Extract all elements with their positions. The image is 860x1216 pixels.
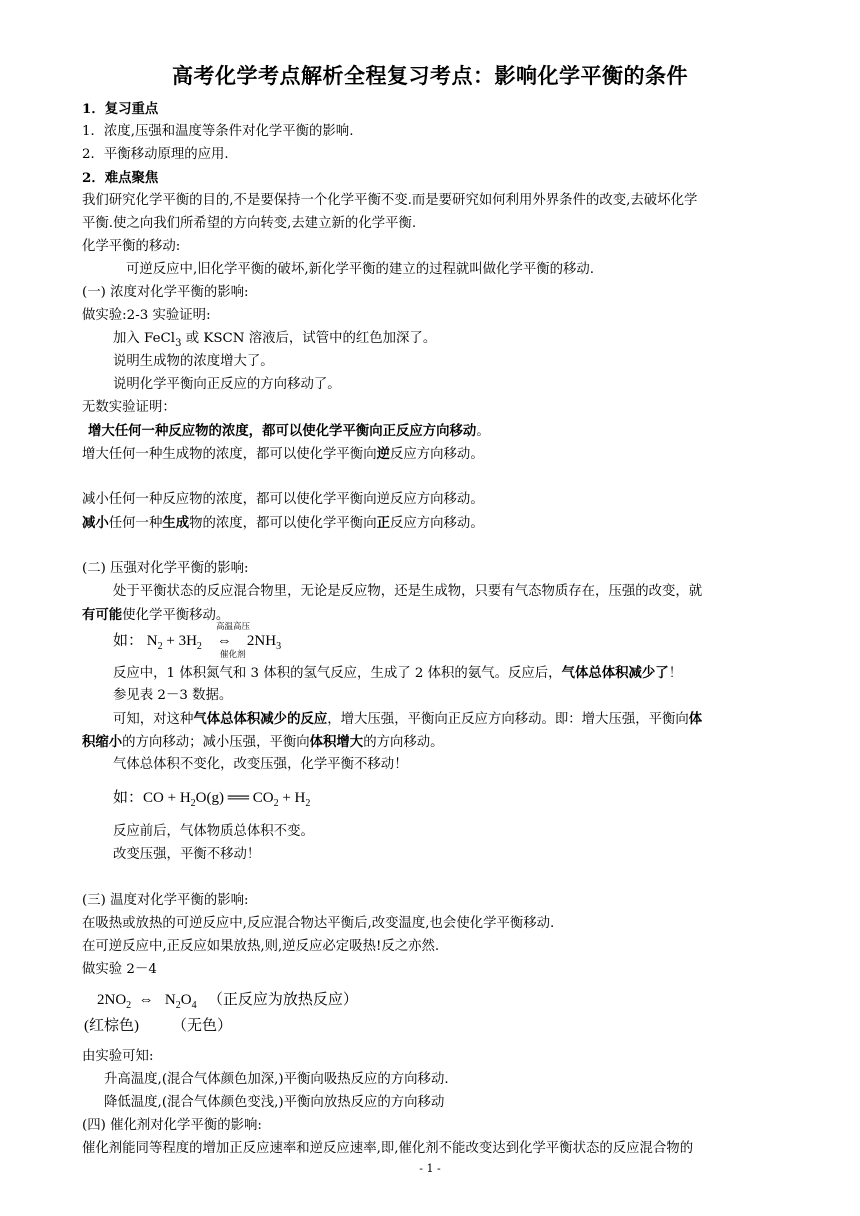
pressure-no-shift-note: 改变压强，平衡不移动！ (113, 847, 261, 862)
ammonia-volume-explanation: 反应中，1 体积氮气和 3 体积的氢气反应，生成了 2 体积的氨气。反应后，气体总体积减少了！ (113, 665, 683, 681)
section-1-heading: 1．复习重点 (82, 101, 159, 117)
temperature-heading: (三) 温度对化学平衡的影响: (82, 893, 249, 908)
temperature-rise-rule: 升高温度,(混合气体颜色加深,)平衡向吸热反应的方向移动. (104, 1072, 449, 1087)
volume-unchanged-note: 反应前后，气体物质总体积不变。 (113, 824, 314, 839)
equilibrium-shift-definition: 可逆反应中,旧化学平衡的破坏,新化学平衡的建立的过程就叫做化学平衡的移动. (126, 262, 595, 277)
pressure-rule-line-1: 可知，对这种气体总体积减少的反应，增大压强，平衡向正反应方向移动。即：增大压强，平衡向体 (113, 711, 703, 727)
pressure-heading: (二) 压强对化学平衡的影响: (82, 561, 249, 576)
page-number: - 1 - (419, 1162, 441, 1175)
conclusion-product-increase: 说明生成物的浓度增大了。 (113, 354, 274, 369)
temperature-drop-rule: 降低温度,(混合气体颜色变浅,)平衡向放热反应的方向移动 (104, 1095, 445, 1110)
catalyst-line-1: 催化剂能同等程度的增加正反应速率和逆反应速率,即,催化剂不能改变达到化学平衡状态的反应混合物的 (82, 1141, 694, 1156)
temperature-line-2: 在可逆反应中,正反应如果放热,则,逆反应必定吸热!反之亦然. (82, 939, 440, 954)
temperature-line-1: 在吸热或放热的可逆反应中,反应混合物达平衡后,改变温度,也会使化学平衡移动. (82, 916, 555, 931)
pressure-paragraph-line-2: 有可能使化学平衡移动。 (82, 607, 230, 623)
experiment-observation: 加入 FeCl$_3$ 或 KSCN 溶液后，试管中的红色加深了。 (113, 331, 437, 349)
table-reference: 参见表 2－3 数据。 (113, 688, 233, 703)
experiment-2-3: 做实验:2-3 实验证明: (82, 308, 211, 323)
experiment-2-4: 做实验 2－4 (82, 962, 157, 977)
experiments-prove-label: 无数实验证明： (82, 400, 176, 415)
catalyst-heading: (四) 催化剂对化学平衡的影响: (82, 1118, 262, 1133)
pressure-rule-line-2: 积缩小的方向移动；减小压强，平衡向体积增大的方向移动。 (82, 734, 444, 750)
conclusion-forward-shift: 说明化学平衡向正反应的方向移动了。 (113, 377, 341, 392)
rule-decrease-product: 减小任何一种生成物的浓度，都可以使化学平衡向正反应方向移动。 (82, 515, 484, 531)
water-gas-equation: 如：CO + $H_2O(g)$ ══ $CO_2 + H_2$ (113, 790, 311, 809)
rule-increase-product: 增大任何一种生成物的浓度，都可以使化学平衡向逆反应方向移动。 (82, 446, 484, 462)
n2o4-color-label: （无色） (172, 1018, 233, 1034)
constant-volume-note: 气体总体积不变化，改变压强，化学平衡不移动！ (113, 757, 408, 772)
no2-color-label: (红棕色) (84, 1018, 139, 1034)
equilibrium-shift-label: 化学平衡的移动: (82, 239, 181, 254)
section-2-heading: 2．难点聚焦 (82, 170, 159, 186)
key-point-2: 2．平衡移动原理的应用. (82, 147, 229, 162)
reaction-condition-below: 催化剂 (220, 650, 246, 660)
concentration-heading: (一) 浓度对化学平衡的影响: (82, 285, 249, 300)
ammonia-synthesis-equation: 如： $N_2 + 3H_2$ ⇔ $2NH_3$ (113, 633, 282, 652)
no2-dimerization-equation: $2NO_2$ ⇔ $N_2O_4$ （正反应为放热反应） (97, 992, 358, 1011)
intro-line-2: 平衡.使之向我们所希望的方向转变,去建立新的化学平衡. (82, 216, 417, 231)
reaction-condition-above: 高温高压 (216, 622, 251, 632)
pressure-paragraph-line-1: 处于平衡状态的反应混合物里，无论是反应物，还是生成物，只要有气态物质存在，压强的改变，就 (113, 584, 703, 599)
experiment-conclusion-label: 由实验可知: (82, 1049, 154, 1064)
page-title: 高考化学考点解析全程复习考点：影响化学平衡的条件 (172, 64, 688, 88)
intro-line-1: 我们研究化学平衡的目的,不是要保持一个化学平衡不变.而是要研究如何利用外界条件的改变,去破坏化学 (82, 193, 698, 208)
rule-increase-reactant: 增大任何一种反应物的浓度，都可以使化学平衡向正反应方向移动。 (88, 423, 490, 439)
key-point-1: 1．浓度,压强和温度等条件对化学平衡的影响. (82, 124, 354, 139)
rule-decrease-reactant: 减小任何一种反应物的浓度，都可以使化学平衡向逆反应方向移动。 (82, 492, 484, 507)
